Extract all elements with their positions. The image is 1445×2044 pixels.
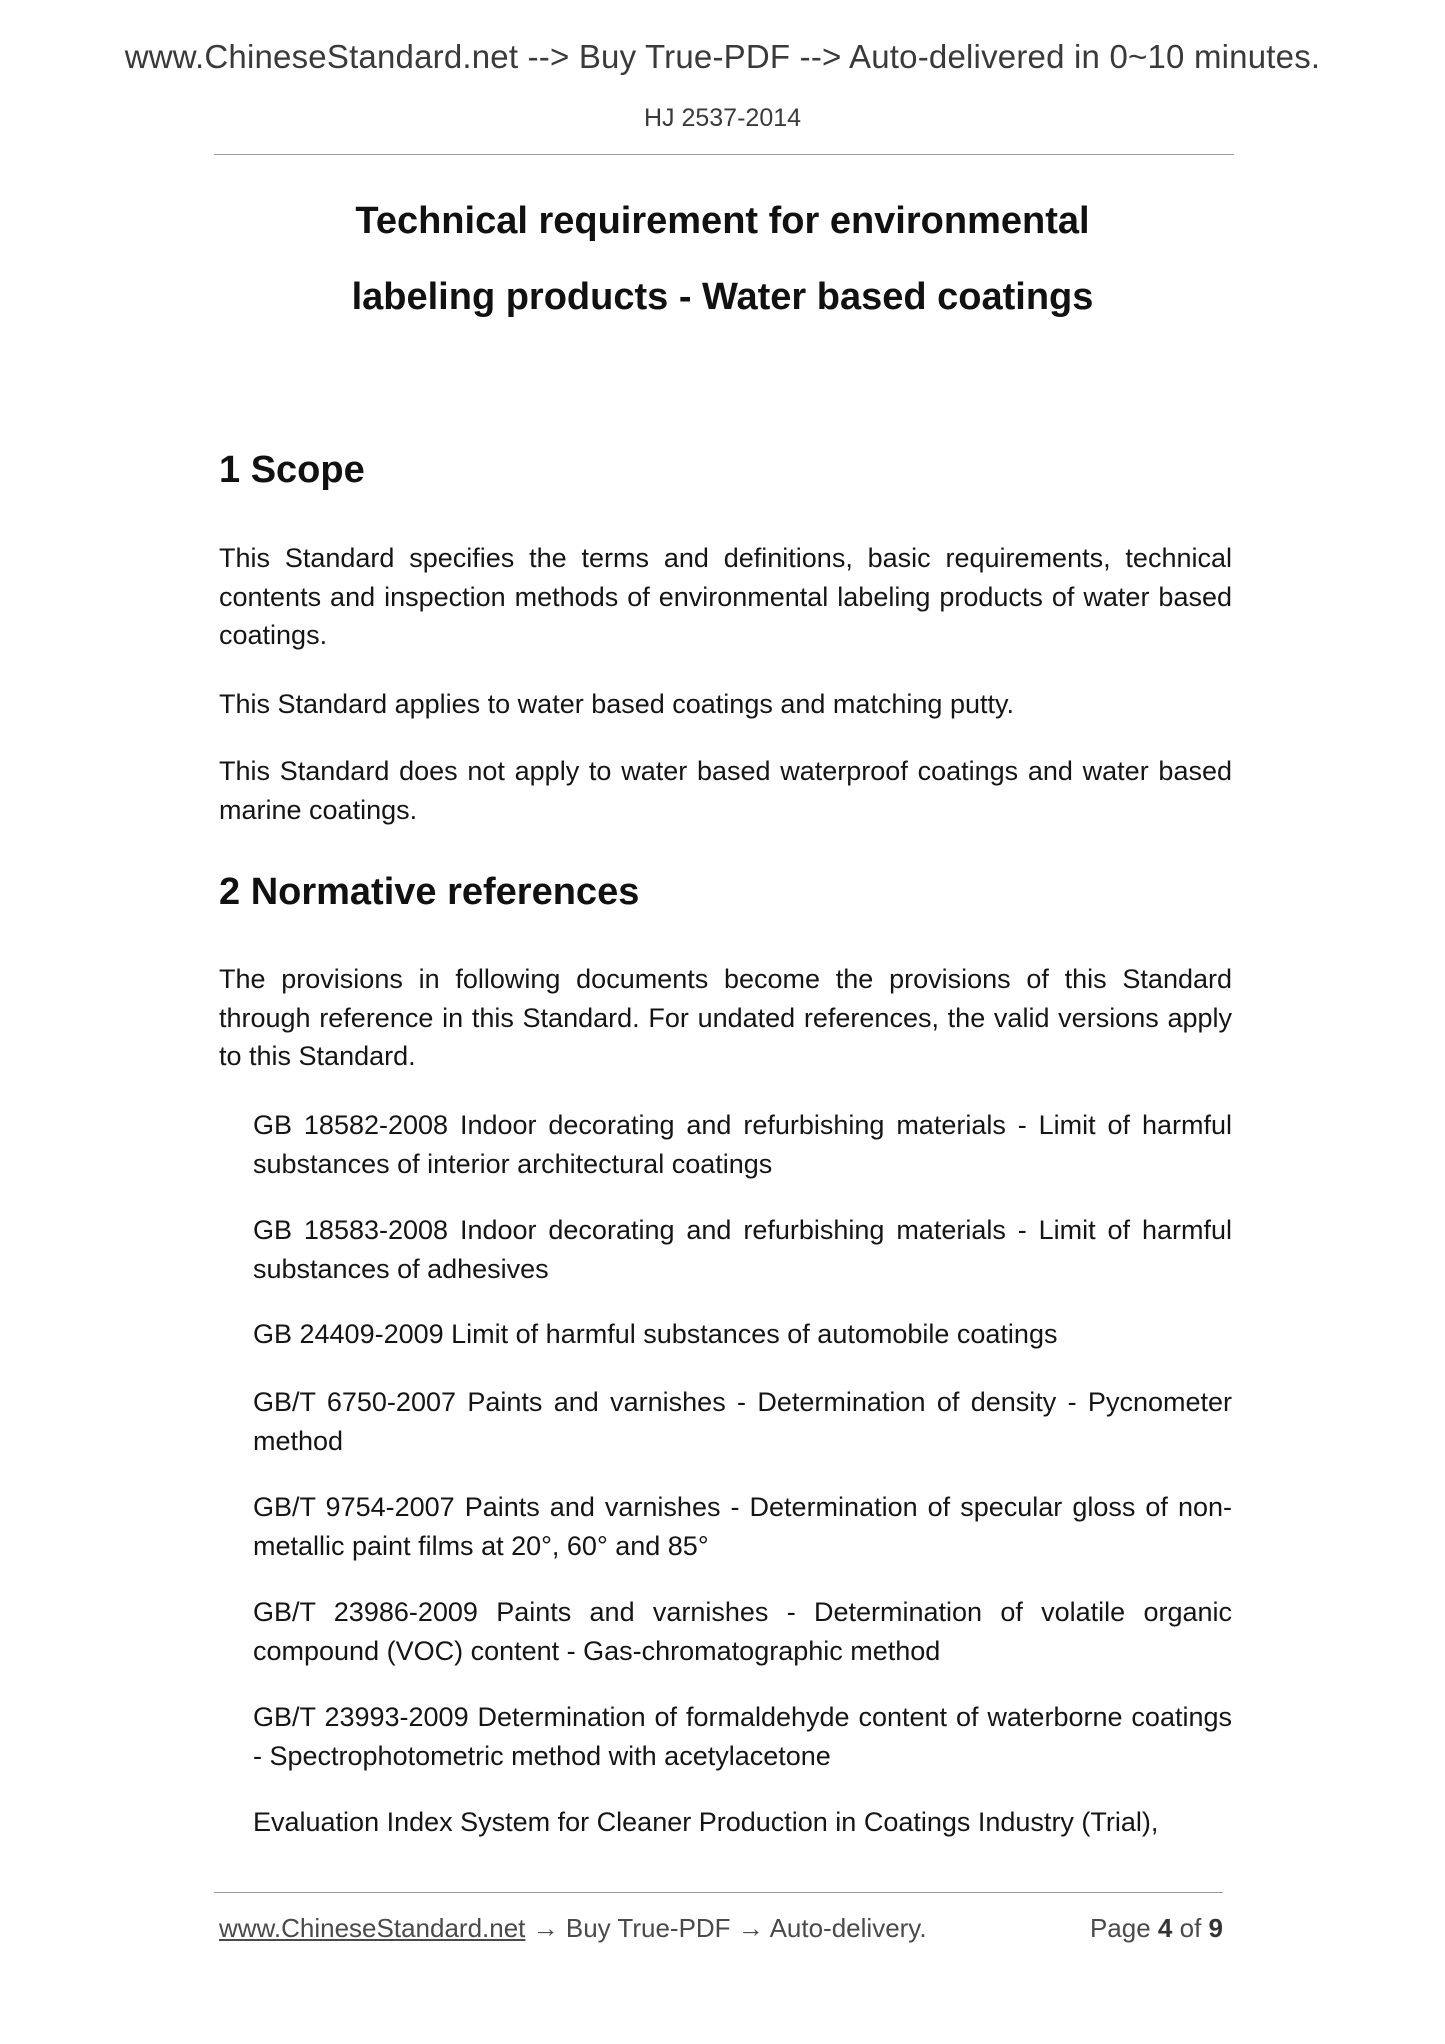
page-of: of <box>1179 1913 1202 1943</box>
footer-left <box>219 1913 927 1944</box>
section-heading-scope: 1 Scope <box>219 449 365 491</box>
reference-item: Evaluation Index System for Cleaner Production in Coatings Industry (Trial), <box>253 1807 1159 1837</box>
page-current: 4 <box>1157 1913 1173 1943</box>
page-footer <box>219 1913 1223 1947</box>
footer-site-link[interactable]: www.ChineseStandard.net <box>219 1913 526 1943</box>
reference-item: GB/T 23993-2009 Determination of formaldehyde content of waterborne coatings - Spectrophotometric method with acetylacetone <box>253 1702 1232 1771</box>
footer-text: → Buy True-PDF → Auto-delivery. <box>525 1913 927 1943</box>
reference-item: GB 24409-2009 Limit of harmful substances of automobile coatings <box>253 1319 1058 1349</box>
section-heading-normative-references: 2 Normative references <box>219 871 640 913</box>
page-label: Page <box>1089 1913 1151 1943</box>
header-banner: www.ChineseStandard.net --> Buy True-PDF --> Auto-delivered in 0~10 minutes. <box>124 38 1321 75</box>
scope-paragraph-2: This Standard applies to water based coatings and matching putty. <box>219 689 1014 719</box>
reference-item: GB/T 9754-2007 Paints and varnishes - Determination of specular gloss of non-metallic paint films at 20°, 60° and 85° <box>253 1492 1232 1561</box>
reference-item: GB 18582-2008 Indoor decorating and refurbishing materials - Limit of harmful substances of interior architectural coatings <box>253 1110 1232 1179</box>
scope-paragraph-1: This Standard specifies the terms and definitions, basic requirements, technical contents and inspection methods of environmental labeling products of water based coatings. <box>219 543 1232 650</box>
document-title-line-1: Technical requirement for environmental <box>355 200 1090 242</box>
page-indicator <box>1090 1913 1223 1944</box>
reference-item: GB/T 6750-2007 Paints and varnishes - Determination of density - Pycnometer method <box>253 1387 1232 1456</box>
footer-divider <box>214 1892 1223 1893</box>
header-divider <box>214 154 1234 155</box>
reference-item: GB 18583-2008 Indoor decorating and refurbishing materials - Limit of harmful substances of adhesives <box>253 1215 1232 1284</box>
document-title-line-2: labeling products - Water based coatings <box>351 276 1094 318</box>
normative-intro: The provisions in following documents become the provisions of this Standard through reference in this Standard. For undated references, the valid versions apply to this Standard. <box>219 964 1232 1071</box>
page-total: 9 <box>1208 1913 1223 1943</box>
scope-paragraph-3: This Standard does not apply to water based waterproof coatings and water based marine coatings. <box>219 756 1232 825</box>
document-number: HJ 2537-2014 <box>643 104 802 132</box>
reference-item: GB/T 23986-2009 Paints and varnishes - Determination of volatile organic compound (VOC) content - Gas-chromatographic method <box>253 1597 1232 1666</box>
